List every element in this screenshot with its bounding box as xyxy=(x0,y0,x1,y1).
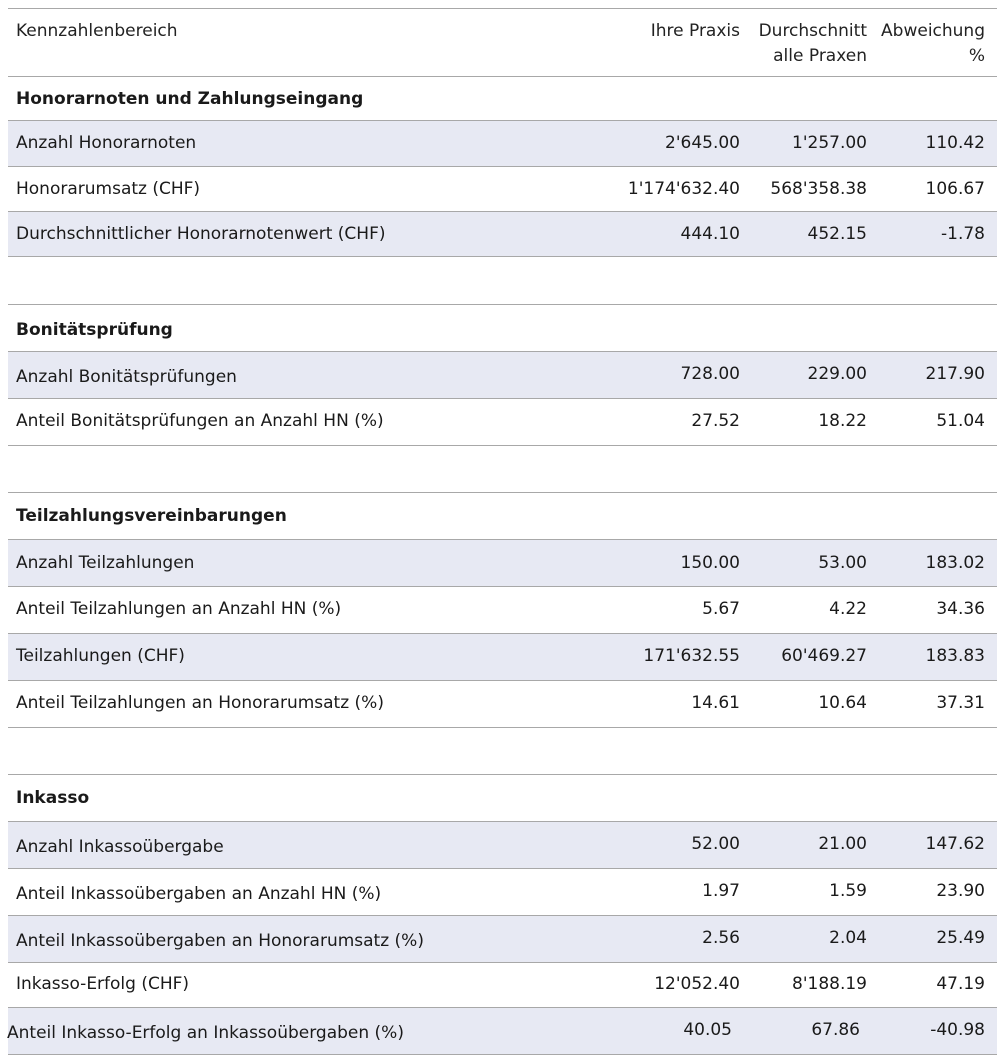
row-durchschnitt: 452.15 xyxy=(807,224,867,244)
section-title: Teilzahlungsvereinbarungen xyxy=(16,506,287,526)
table-row xyxy=(8,352,997,398)
header-durchschnitt-line2: alle Praxen xyxy=(773,46,867,66)
row-durchschnitt: 53.00 xyxy=(818,553,867,573)
row-durchschnitt: 1.59 xyxy=(829,881,867,901)
row-ihre-praxis: 2.56 xyxy=(702,928,740,948)
row-ihre-praxis: 14.61 xyxy=(691,693,740,713)
section-title-row xyxy=(8,493,997,539)
section-title: Inkasso xyxy=(16,788,90,808)
row-durchschnitt: 67.86 xyxy=(811,1020,860,1040)
row-abweichung: 110.42 xyxy=(925,133,985,153)
section-title-row xyxy=(8,775,997,821)
table-row xyxy=(8,634,997,680)
row-durchschnitt: 21.00 xyxy=(818,834,867,854)
table-header xyxy=(8,8,997,76)
row-label: Anteil Inkassoübergaben an Honorarumsatz (%) xyxy=(16,931,424,951)
row-ihre-praxis: 27.52 xyxy=(691,411,740,431)
row-label: Honorarumsatz (CHF) xyxy=(16,179,201,199)
row-abweichung: 183.02 xyxy=(925,553,985,573)
header-durchschnitt-line1: Durchschnitt xyxy=(758,21,867,41)
table-row xyxy=(8,587,997,633)
row-durchschnitt: 18.22 xyxy=(818,411,867,431)
row-abweichung: 47.19 xyxy=(936,974,985,994)
row-abweichung: 217.90 xyxy=(925,364,985,384)
header-abweichung-line2: % xyxy=(968,46,985,66)
row-durchschnitt: 8'188.19 xyxy=(792,974,867,994)
row-ihre-praxis: 728.00 xyxy=(680,364,740,384)
row-label: Anteil Inkassoübergaben an Anzahl HN (%) xyxy=(16,884,382,904)
row-label: Anzahl Bonitätsprüfungen xyxy=(16,367,237,387)
row-ihre-praxis: 444.10 xyxy=(680,224,740,244)
section-title: Bonitätsprüfung xyxy=(16,320,173,340)
row-ihre-praxis: 12'052.40 xyxy=(654,974,740,994)
row-ihre-praxis: 171'632.55 xyxy=(643,646,740,666)
section-title-row xyxy=(8,305,997,351)
row-abweichung: 183.83 xyxy=(925,646,985,666)
row-label: Anzahl Honorarnoten xyxy=(16,133,197,153)
row-durchschnitt: 2.04 xyxy=(829,928,867,948)
row-durchschnitt: 568'358.38 xyxy=(770,179,867,199)
row-durchschnitt: 229.00 xyxy=(807,364,867,384)
row-abweichung: -1.78 xyxy=(941,224,985,244)
row-ihre-praxis: 1'174'632.40 xyxy=(627,179,740,199)
table-row xyxy=(8,963,997,1007)
row-durchschnitt: 10.64 xyxy=(818,693,867,713)
row-rule xyxy=(8,256,997,257)
row-label: Anteil Bonitätsprüfungen an Anzahl HN (%) xyxy=(16,411,384,431)
row-ihre-praxis: 2'645.00 xyxy=(665,133,740,153)
section-title-row xyxy=(8,77,997,120)
row-durchschnitt: 60'469.27 xyxy=(781,646,867,666)
table-row xyxy=(8,916,997,962)
row-abweichung: 37.31 xyxy=(936,693,985,713)
row-abweichung: 106.67 xyxy=(925,179,985,199)
table-row xyxy=(8,167,997,211)
row-label: Anzahl Teilzahlungen xyxy=(16,553,195,573)
table-row xyxy=(8,212,997,256)
row-label: Anzahl Inkassoübergabe xyxy=(16,837,224,857)
table-row xyxy=(8,681,997,727)
section-title: Honorarnoten und Zahlungseingang xyxy=(16,89,364,109)
row-label: Teilzahlungen (CHF) xyxy=(16,646,185,666)
row-abweichung: 147.62 xyxy=(925,834,985,854)
row-ihre-praxis: 52.00 xyxy=(691,834,740,854)
table-row xyxy=(8,1008,997,1054)
row-abweichung: -40.98 xyxy=(930,1020,985,1040)
table-bottom-rule xyxy=(8,1054,997,1055)
row-ihre-praxis: 1.97 xyxy=(702,881,740,901)
table-row xyxy=(8,399,997,445)
row-label: Anteil Teilzahlungen an Honorarumsatz (%) xyxy=(16,693,384,713)
row-durchschnitt: 4.22 xyxy=(829,599,867,619)
row-abweichung: 23.90 xyxy=(936,881,985,901)
row-abweichung: 34.36 xyxy=(936,599,985,619)
row-abweichung: 51.04 xyxy=(936,411,985,431)
row-ihre-praxis: 150.00 xyxy=(680,553,740,573)
header-label: Kennzahlenbereich xyxy=(16,21,178,41)
header-ihre-praxis: Ihre Praxis xyxy=(650,21,740,41)
row-rule xyxy=(8,445,997,446)
row-rule xyxy=(8,727,997,728)
row-label: Anteil Teilzahlungen an Anzahl HN (%) xyxy=(16,599,342,619)
table-row xyxy=(8,540,997,586)
row-ihre-praxis: 5.67 xyxy=(702,599,740,619)
row-label: Durchschnittlicher Honorarnotenwert (CHF) xyxy=(16,224,386,244)
table-row xyxy=(8,121,997,166)
row-ihre-praxis: 40.05 xyxy=(683,1020,732,1040)
row-label: Anteil Inkasso-Erfolg an Inkassoübergaben (%) xyxy=(7,1023,404,1043)
table-row xyxy=(8,869,997,915)
row-label: Inkasso-Erfolg (CHF) xyxy=(16,974,190,994)
header-abweichung-line1: Abweichung xyxy=(881,21,985,41)
row-abweichung: 25.49 xyxy=(936,928,985,948)
row-durchschnitt: 1'257.00 xyxy=(792,133,867,153)
table-row xyxy=(8,822,997,868)
